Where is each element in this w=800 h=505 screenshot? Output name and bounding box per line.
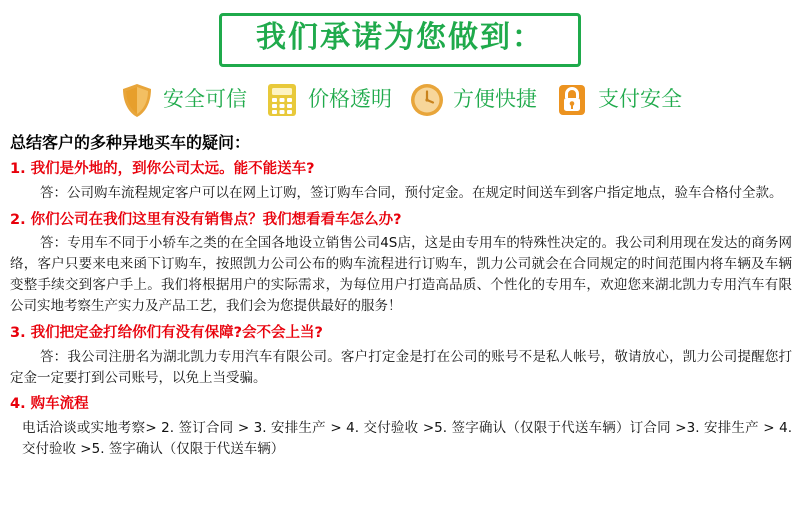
clock-icon	[408, 81, 446, 119]
faq-item	[8, 211, 792, 317]
promise-item-payment	[553, 81, 682, 119]
faq-item	[8, 324, 792, 388]
promise-item-price	[263, 81, 392, 119]
promise-item-security	[118, 81, 247, 119]
promise-label: 支付安全	[598, 87, 682, 111]
promise-label: 价格透明	[308, 87, 392, 111]
promise-label: 方便快捷	[453, 87, 537, 111]
banner-title: 我们承诺为您做到：	[219, 13, 581, 67]
faq-content	[0, 119, 800, 460]
faq-answer	[8, 233, 792, 317]
faq-question: 1. 我们是外地的，到你公司太远。能不能送车?	[10, 161, 315, 178]
faq-question: 3. 我们把定金打给你们有没有保障?会不会上当?	[10, 325, 323, 342]
faq-question: 2. 你们公司在我们这里有没有销售点？我们想看看车怎么办?	[10, 211, 402, 228]
process-title: 4. 购车流程	[10, 396, 89, 413]
faq-item	[8, 160, 792, 203]
faq-answer-text: 答：专用车不同于小轿车之类的在全国各地设立销售公司4S店，这是由专用车的特殊性决定的。我公司利用现在发达的商务网络，客户只要来电来函下订购车，按照凯力公司公布的购车流程进行订购车，凯力公司就会在合同规定的时间范围内将车辆及车辆变整手续交到客户手上。我们将根据用户的实际需求，为每位用户打造高品质、个性化的专用车，欢迎您来湖北凯力专用汽车有限公司实地考察生产实力及产品工艺，我们会为您提供最好的服务！	[10, 235, 792, 315]
section-title: 总结客户的多种异地买车的疑问：	[10, 132, 251, 152]
promise-row	[0, 81, 800, 119]
shield-icon	[118, 81, 156, 119]
purchase-process	[8, 395, 792, 459]
faq-answer-text: 答：我公司注册名为湖北凯力专用汽车有限公司。客户打定金是打在公司的账号不是私人帐号，敬请放心，凯力公司提醒您打定金一定要打到公司账号，以免上当受骗。	[10, 348, 792, 386]
faq-answer	[8, 183, 792, 204]
calculator-icon	[263, 81, 301, 119]
banner-container	[0, 0, 800, 67]
promise-label: 安全可信	[163, 87, 247, 111]
faq-answer	[8, 347, 792, 389]
promise-item-convenience	[408, 81, 537, 119]
process-steps: 电话洽谈或实地考察> 2. 签订合同 > 3. 安排生产 > 4. 交付验收 >5. 签字确认（仅限于代送车辆）订合同 >3. 安排生产 > 4. 交付验收 >5. 签字确认（仅限于代送车辆）	[22, 420, 792, 457]
lock-icon	[553, 81, 591, 119]
faq-answer-text: 答：公司购车流程规定客户可以在网上订购，签订购车合同，预付定金。在规定时间送车到客户指定地点，验车合格付全款。	[40, 184, 783, 201]
